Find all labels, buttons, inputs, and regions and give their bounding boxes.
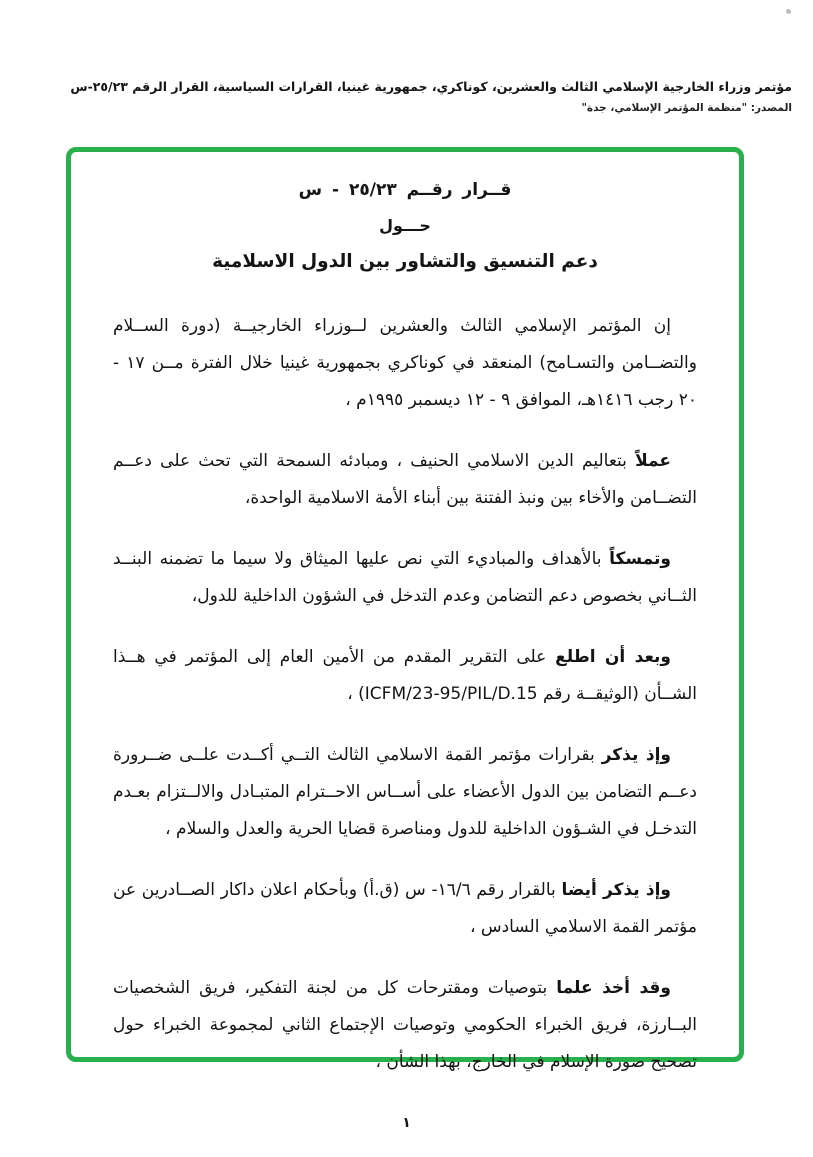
body-paragraph xyxy=(113,737,697,848)
resolution-subject-title: دعم التنسيق والتشاور بين الدول الاسلامية xyxy=(212,251,598,272)
paragraph-lead: وإذ يذكر xyxy=(601,745,671,765)
document-header xyxy=(60,78,792,114)
paragraph-lead: وإذ يذكر أيضا xyxy=(561,880,671,900)
paragraph-lead: وبعد أن اطلع xyxy=(555,647,671,667)
resolution-number-title: قــرار رقــم ٢٥/٢٣ - س xyxy=(298,180,512,200)
paragraph-lead: وتمسكاً xyxy=(609,549,671,569)
paragraph-text: بتعاليم الدين الاسلامي الحنيف ، ومبادئه السمحة التي تحث على دعــم التضــامن والأخاء بين ونبذ الفتنة بين أبناء الأمة الاسلامية الواحدة، xyxy=(113,451,697,508)
body-paragraph xyxy=(113,443,697,517)
resolution-title-connector: حـــول xyxy=(379,216,431,235)
page-number: ١ xyxy=(402,1115,411,1131)
paragraph-text: على التقرير المقدم من الأمين العام إلى المؤتمر في هــذا الشــأن (الوثيقــة رقم ICFM/23-95/PIL/D.15) ، xyxy=(113,647,697,704)
header-source-line: المصدر: "منظمة المؤتمر الإسلامي، جدة" xyxy=(581,101,792,114)
paragraph-text: بالأهداف والمباديء التي نص عليها الميثاق ولا سيما ما تضمنه البنــد الثــاني بخصوص دعم التضامن وعدم التدخل في الشؤون الداخلية للدول، xyxy=(113,549,697,606)
body-paragraph xyxy=(113,541,697,615)
paragraph-lead: وقد أخذ علما xyxy=(556,978,671,998)
scan-artifact-dot xyxy=(786,9,791,14)
body-paragraph xyxy=(113,308,697,419)
paragraph-lead: عملاً xyxy=(635,451,671,471)
paragraph-text: بالقرار رقم ١٦/٦- س (ق.أ) وبأحكام اعلان داكار الصــادرين عن مؤتمر القمة الاسلامي السادس ، xyxy=(113,880,697,937)
paragraph-text: بقرارات مؤتمر القمة الاسلامي الثالث التــي أكــدت علــى ضــرورة دعــم التضامن بين الدول الأعضاء على أســاس الاحــترام المتبـادل والالــتزام بعـدم التدخـل في الشـؤون الداخلية للدول ومناصرة قضايا الحرية والعدل والسلام ، xyxy=(113,745,697,839)
resolution-frame xyxy=(66,147,744,1072)
header-citation-line: مؤتمر وزراء الخارجية الإسلامي الثالث والعشرين، كوناكري، جمهورية غينيا، القرارات السياسية، القرار الرقم ٢٥/٢٣-س xyxy=(70,79,792,94)
body-paragraph xyxy=(113,639,697,713)
body-paragraph xyxy=(113,872,697,946)
paragraph-text: بتوصيات ومقترحات كل من لجنة التفكير، فريق الشخصيات البــارزة، فريق الخبراء الحكومي وتوصيات الإجتماع الثاني لمجموعة الخبراء حول تصحيح صورة الإسلام في الخارج، بهذا الشأن ، xyxy=(113,978,697,1072)
body-paragraph xyxy=(113,970,697,1081)
paragraph-text: إن المؤتمر الإسلامي الثالث والعشرين لــوزراء الخارجيــة (دورة الســلام والتضــامن والتسـامح) المنعقد في كوناكري بجمهورية غينيا خلال الفترة مــن ١٧ - ٢٠ رجب ١٤١٦هـ، الموافق ٩ - ١٢ ديسمبر ١٩٩٥م ، xyxy=(113,316,697,410)
resolution-body xyxy=(113,308,697,1081)
